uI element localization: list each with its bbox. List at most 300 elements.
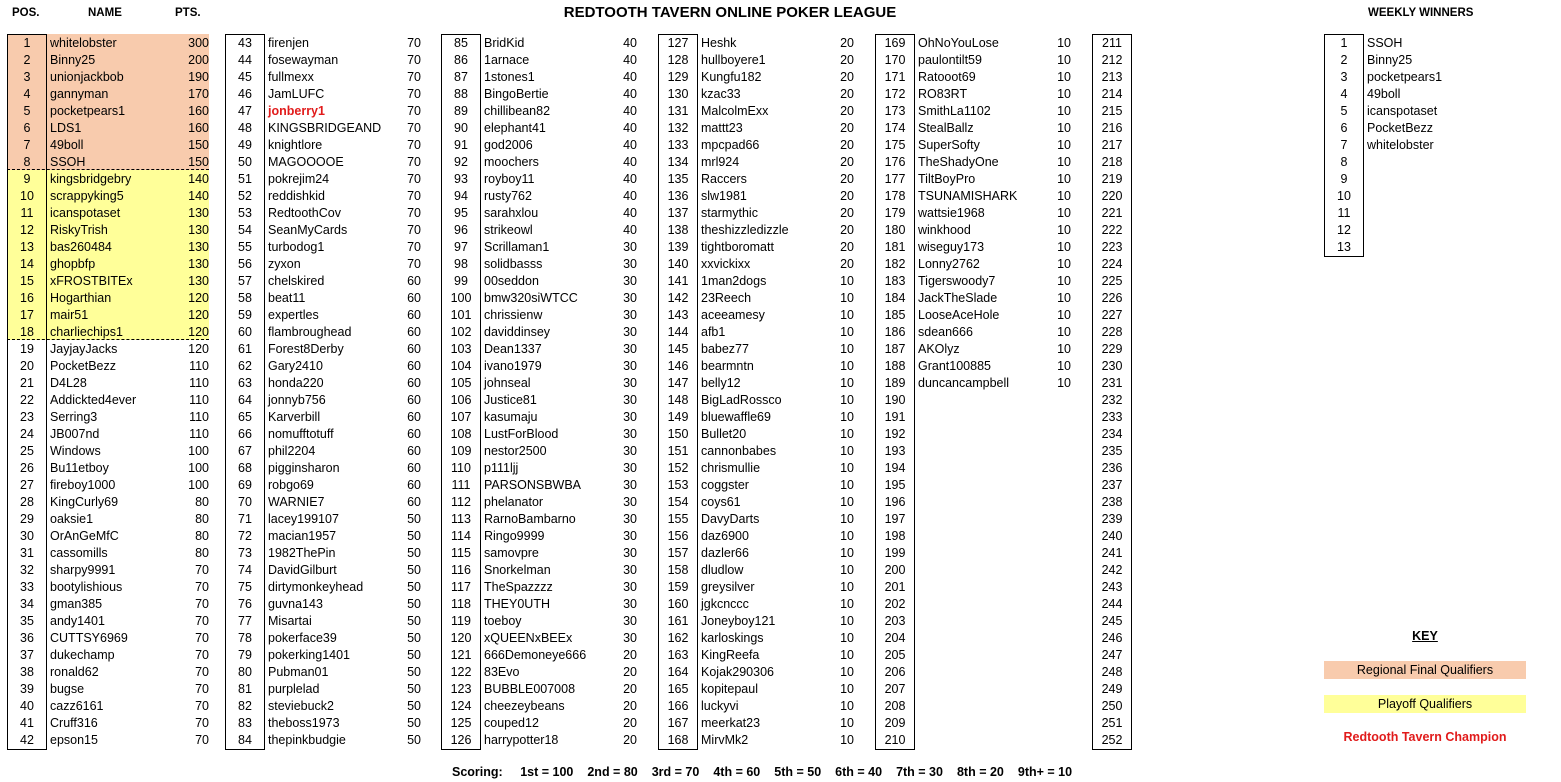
position-number: 100 xyxy=(450,291,472,305)
weekly-number: 9 xyxy=(1340,172,1348,186)
position-number: 29 xyxy=(20,512,34,526)
player-points: 10 xyxy=(840,291,854,305)
player-points: 20 xyxy=(840,138,854,152)
position-number: 36 xyxy=(20,631,34,645)
player-points: 10 xyxy=(840,682,854,696)
player-points: 10 xyxy=(1057,70,1071,84)
position-number: 35 xyxy=(20,614,34,628)
player-name: scrappyking5 xyxy=(50,189,124,203)
position-number: 213 xyxy=(1101,70,1123,84)
weekly-number: 7 xyxy=(1340,138,1348,152)
player-name: knightlore xyxy=(268,138,323,152)
player-points: 10 xyxy=(840,444,854,458)
player-name: KingCurly69 xyxy=(50,495,119,509)
player-points: 20 xyxy=(840,104,854,118)
player-points: 70 xyxy=(195,648,209,662)
position-number: 88 xyxy=(454,87,468,101)
position-number: 119 xyxy=(451,614,471,628)
player-name: BUBBLE007008 xyxy=(484,682,576,696)
player-points: 20 xyxy=(623,699,637,713)
player-name: TheSpazzzz xyxy=(484,580,553,594)
player-name: bootylishious xyxy=(50,580,123,594)
player-name: TiltBoyPro xyxy=(918,172,976,186)
player-name: fosewayman xyxy=(268,53,339,67)
player-name: cannonbabes xyxy=(701,444,777,458)
player-name: BigLadRossco xyxy=(701,393,782,407)
position-number: 3 xyxy=(23,70,31,84)
position-number: 198 xyxy=(884,529,906,543)
player-points: 60 xyxy=(407,427,421,441)
weekly-number: 3 xyxy=(1340,70,1348,84)
position-number: 179 xyxy=(884,206,906,220)
player-points: 10 xyxy=(840,495,854,509)
player-points: 20 xyxy=(840,257,854,271)
position-number: 182 xyxy=(884,257,906,271)
player-points: 30 xyxy=(623,444,637,458)
position-number: 191 xyxy=(884,410,906,424)
player-points: 30 xyxy=(623,563,637,577)
weekly-number: 12 xyxy=(1337,223,1351,237)
player-points: 40 xyxy=(623,155,637,169)
position-number: 180 xyxy=(884,223,906,237)
player-points: 10 xyxy=(1057,308,1071,322)
player-name: jonnyb756 xyxy=(268,393,326,407)
player-points: 60 xyxy=(407,393,421,407)
scoring-item: 2nd = 80 xyxy=(587,765,638,779)
position-number: 109 xyxy=(450,444,472,458)
position-number: 49 xyxy=(238,138,252,152)
key-title: KEY xyxy=(1412,629,1438,643)
name-header: NAME xyxy=(88,7,122,19)
position-number: 112 xyxy=(451,495,471,509)
player-name: guvna143 xyxy=(268,597,323,611)
weekly-winner-name: whitelobster xyxy=(1367,138,1434,152)
player-name: tightboromatt xyxy=(701,240,774,254)
position-number: 240 xyxy=(1101,529,1123,543)
player-points: 70 xyxy=(407,104,421,118)
player-name: 666Demoneye666 xyxy=(484,648,587,662)
position-number: 222 xyxy=(1101,223,1123,237)
player-points: 60 xyxy=(407,291,421,305)
position-number: 51 xyxy=(238,172,252,186)
position-number: 81 xyxy=(238,682,252,696)
player-name: 00seddon xyxy=(484,274,539,288)
player-points: 130 xyxy=(188,257,209,271)
player-name: elephant41 xyxy=(484,121,546,135)
position-number: 215 xyxy=(1101,104,1123,118)
position-number: 145 xyxy=(667,342,689,356)
weekly-number: 11 xyxy=(1337,206,1351,220)
player-name: nestor2500 xyxy=(484,444,547,458)
position-number: 27 xyxy=(20,478,34,492)
position-number: 162 xyxy=(667,631,689,645)
position-number: 61 xyxy=(238,342,252,356)
position-number: 241 xyxy=(1101,546,1123,560)
position-number: 116 xyxy=(451,563,471,577)
player-name: sarahxlou xyxy=(484,206,539,220)
player-name: jonberry1 xyxy=(268,104,325,118)
player-name: wiseguy173 xyxy=(918,240,985,254)
scoring-item: 4th = 60 xyxy=(713,765,761,779)
position-number: 110 xyxy=(451,461,471,475)
position-number: 252 xyxy=(1101,733,1123,747)
position-number: 97 xyxy=(454,240,468,254)
player-points: 10 xyxy=(1057,274,1071,288)
player-name: epson15 xyxy=(50,733,98,747)
player-name: harrypotter18 xyxy=(484,733,559,747)
player-name: kingsbridgebry xyxy=(50,172,132,186)
position-number: 194 xyxy=(884,461,906,475)
player-name: charliechips1 xyxy=(50,325,123,339)
position-number: 92 xyxy=(454,155,468,169)
player-name: Scrillaman1 xyxy=(484,240,550,254)
player-points: 70 xyxy=(195,597,209,611)
position-number: 38 xyxy=(20,665,34,679)
player-points: 60 xyxy=(407,444,421,458)
player-points: 30 xyxy=(623,308,637,322)
position-number: 193 xyxy=(884,444,906,458)
player-name: LustForBlood xyxy=(484,427,559,441)
player-name: fireboy1000 xyxy=(50,478,116,492)
player-points: 30 xyxy=(623,631,637,645)
position-number: 124 xyxy=(450,699,472,713)
position-number: 67 xyxy=(238,444,252,458)
position-number: 163 xyxy=(667,648,689,662)
player-points: 10 xyxy=(1057,291,1071,305)
player-points: 70 xyxy=(195,631,209,645)
player-name: starmythic xyxy=(701,206,758,220)
player-points: 10 xyxy=(840,410,854,424)
position-number: 214 xyxy=(1101,87,1123,101)
player-points: 100 xyxy=(188,461,209,475)
player-name: Pubman01 xyxy=(268,665,329,679)
player-name: DavidGilburt xyxy=(268,563,337,577)
player-points: 70 xyxy=(407,206,421,220)
position-number: 93 xyxy=(454,172,468,186)
position-number: 160 xyxy=(667,597,689,611)
position-number: 216 xyxy=(1101,121,1123,135)
player-name: solidbasss xyxy=(484,257,543,271)
position-number: 121 xyxy=(450,648,472,662)
position-number: 186 xyxy=(884,325,906,339)
position-number: 177 xyxy=(884,172,906,186)
key-champion: Redtooth Tavern Champion xyxy=(1343,730,1507,744)
position-number: 170 xyxy=(884,53,906,67)
position-number: 130 xyxy=(667,87,689,101)
position-number: 54 xyxy=(238,223,252,237)
position-number: 236 xyxy=(1101,461,1123,475)
position-number: 31 xyxy=(20,546,34,560)
position-number: 86 xyxy=(454,53,468,67)
player-points: 20 xyxy=(840,53,854,67)
player-name: toeboy xyxy=(484,614,522,628)
position-number: 106 xyxy=(450,393,472,407)
player-points: 10 xyxy=(1057,172,1071,186)
weekly-winner-name: Binny25 xyxy=(1367,53,1413,67)
player-points: 10 xyxy=(840,359,854,373)
player-points: 50 xyxy=(407,546,421,560)
player-points: 10 xyxy=(1057,189,1071,203)
player-points: 10 xyxy=(1057,53,1071,67)
player-points: 40 xyxy=(623,121,637,135)
position-number: 178 xyxy=(884,189,906,203)
position-number: 26 xyxy=(20,461,34,475)
position-number: 59 xyxy=(238,308,252,322)
position-number: 176 xyxy=(884,155,906,169)
player-points: 160 xyxy=(188,121,209,135)
position-number: 118 xyxy=(451,597,471,611)
player-name: 1982ThePin xyxy=(268,546,336,560)
position-number: 229 xyxy=(1101,342,1123,356)
player-name: dazler66 xyxy=(701,546,749,560)
player-name: KINGSBRIDGEAND xyxy=(268,121,382,135)
player-points: 170 xyxy=(188,87,209,101)
player-name: meerkat23 xyxy=(701,716,761,730)
player-points: 10 xyxy=(1057,155,1071,169)
player-points: 70 xyxy=(407,121,421,135)
player-points: 50 xyxy=(407,597,421,611)
player-name: bas260484 xyxy=(50,240,112,254)
player-name: BridKid xyxy=(484,36,525,50)
player-points: 20 xyxy=(840,36,854,50)
player-name: mpcpad66 xyxy=(701,138,760,152)
player-points: 60 xyxy=(407,461,421,475)
position-number: 224 xyxy=(1101,257,1123,271)
player-points: 50 xyxy=(407,682,421,696)
player-points: 10 xyxy=(840,631,854,645)
player-name: SSOH xyxy=(50,155,86,169)
player-points: 60 xyxy=(407,410,421,424)
player-name: lacey199107 xyxy=(268,512,339,526)
position-number: 43 xyxy=(238,36,252,50)
player-points: 10 xyxy=(1057,206,1071,220)
player-points: 110 xyxy=(189,393,209,407)
player-name: 83Evo xyxy=(484,665,520,679)
position-number: 220 xyxy=(1101,189,1123,203)
position-number: 166 xyxy=(667,699,689,713)
player-points: 10 xyxy=(840,427,854,441)
position-number: 13 xyxy=(20,240,34,254)
scoring-item: 8th = 20 xyxy=(956,765,1004,779)
player-name: afb1 xyxy=(701,325,726,339)
position-number: 151 xyxy=(667,444,689,458)
player-points: 30 xyxy=(623,342,637,356)
player-points: 30 xyxy=(623,478,637,492)
player-points: 70 xyxy=(195,563,209,577)
player-points: 60 xyxy=(407,308,421,322)
player-points: 80 xyxy=(195,495,209,509)
position-number: 23 xyxy=(20,410,34,424)
player-points: 70 xyxy=(407,172,421,186)
player-name: Snorkelman xyxy=(484,563,551,577)
position-number: 251 xyxy=(1101,716,1123,730)
position-number: 70 xyxy=(238,495,252,509)
position-number: 79 xyxy=(238,648,252,662)
weekly-winner-name: pocketpears1 xyxy=(1367,70,1443,84)
player-points: 30 xyxy=(623,614,637,628)
position-number: 169 xyxy=(884,36,906,50)
player-points: 10 xyxy=(1057,121,1071,135)
player-name: sdean666 xyxy=(918,325,973,339)
position-number: 248 xyxy=(1101,665,1123,679)
player-name: Grant100885 xyxy=(918,359,991,373)
player-name: ghopbfp xyxy=(50,257,96,271)
player-points: 50 xyxy=(407,716,421,730)
weekly-number: 10 xyxy=(1337,189,1351,203)
position-number: 84 xyxy=(238,733,252,747)
weekly-number: 6 xyxy=(1340,121,1348,135)
position-number: 82 xyxy=(238,699,252,713)
position-number: 172 xyxy=(884,87,906,101)
player-points: 130 xyxy=(188,206,209,220)
player-name: luckyvi xyxy=(701,699,739,713)
player-name: JB007nd xyxy=(50,427,100,441)
position-number: 197 xyxy=(884,512,906,526)
position-number: 21 xyxy=(20,376,34,390)
player-points: 70 xyxy=(407,155,421,169)
position-number: 246 xyxy=(1101,631,1123,645)
position-number: 217 xyxy=(1101,138,1123,152)
position-number: 55 xyxy=(238,240,252,254)
player-name: icanspotaset xyxy=(50,206,121,220)
position-number: 71 xyxy=(238,512,252,526)
position-number: 250 xyxy=(1101,699,1123,713)
position-number: 192 xyxy=(884,427,906,441)
player-points: 10 xyxy=(1057,359,1071,373)
player-name: MalcolmExx xyxy=(701,104,769,118)
player-points: 10 xyxy=(840,461,854,475)
position-number: 91 xyxy=(454,138,468,152)
position-number: 219 xyxy=(1101,172,1123,186)
position-number: 158 xyxy=(667,563,689,577)
player-name: dirtymonkeyhead xyxy=(268,580,364,594)
position-number: 196 xyxy=(884,495,906,509)
player-points: 50 xyxy=(407,512,421,526)
player-points: 70 xyxy=(407,223,421,237)
position-number: 68 xyxy=(238,461,252,475)
position-number: 15 xyxy=(20,274,34,288)
player-name: chillibean82 xyxy=(484,104,551,118)
position-number: 4 xyxy=(23,87,31,101)
player-points: 10 xyxy=(1057,104,1071,118)
position-number: 89 xyxy=(454,104,468,118)
player-points: 50 xyxy=(407,614,421,628)
position-number: 42 xyxy=(20,733,34,747)
player-points: 70 xyxy=(195,580,209,594)
position-number: 204 xyxy=(884,631,906,645)
player-name: mattt23 xyxy=(701,121,743,135)
player-points: 40 xyxy=(623,70,637,84)
player-points: 110 xyxy=(189,376,209,390)
position-number: 14 xyxy=(20,257,34,271)
position-number: 58 xyxy=(238,291,252,305)
player-points: 50 xyxy=(407,580,421,594)
player-points: 10 xyxy=(840,308,854,322)
player-name: macian1957 xyxy=(268,529,337,543)
player-points: 10 xyxy=(840,614,854,628)
player-name: RedtoothCov xyxy=(268,206,341,220)
position-number: 44 xyxy=(238,53,252,67)
position-number: 209 xyxy=(884,716,906,730)
player-points: 120 xyxy=(188,342,209,356)
player-name: Kungfu182 xyxy=(701,70,762,84)
position-number: 2 xyxy=(23,53,31,67)
player-name: babez77 xyxy=(701,342,749,356)
player-name: zyxon xyxy=(268,257,301,271)
player-points: 70 xyxy=(407,257,421,271)
player-name: whitelobster xyxy=(50,36,117,50)
position-number: 37 xyxy=(20,648,34,662)
position-number: 226 xyxy=(1101,291,1123,305)
player-name: honda220 xyxy=(268,376,324,390)
position-number: 104 xyxy=(450,359,472,373)
player-points: 150 xyxy=(188,138,209,152)
player-points: 30 xyxy=(623,291,637,305)
player-name: KingReefa xyxy=(701,648,760,662)
player-name: 49boll xyxy=(50,138,84,152)
player-name: mair51 xyxy=(50,308,89,322)
position-number: 153 xyxy=(667,478,689,492)
position-number: 230 xyxy=(1101,359,1123,373)
player-name: beat11 xyxy=(268,291,306,305)
player-points: 30 xyxy=(623,410,637,424)
player-points: 70 xyxy=(195,733,209,747)
position-number: 73 xyxy=(238,546,252,560)
position-number: 202 xyxy=(884,597,906,611)
player-points: 80 xyxy=(195,546,209,560)
position-number: 238 xyxy=(1101,495,1123,509)
position-number: 164 xyxy=(667,665,689,679)
position-number: 156 xyxy=(667,529,689,543)
player-name: RarnoBambarno xyxy=(484,512,576,526)
player-name: Karverbill xyxy=(268,410,321,424)
position-number: 243 xyxy=(1101,580,1123,594)
position-number: 18 xyxy=(20,325,34,339)
player-name: dludlow xyxy=(701,563,744,577)
player-name: purplelad xyxy=(268,682,320,696)
player-name: PARSONSBWBA xyxy=(484,478,582,492)
player-name: samovpre xyxy=(484,546,539,560)
weekly-winner-name: icanspotaset xyxy=(1367,104,1438,118)
position-number: 80 xyxy=(238,665,252,679)
position-number: 40 xyxy=(20,699,34,713)
player-points: 160 xyxy=(188,104,209,118)
player-name: JackTheSlade xyxy=(918,291,998,305)
position-number: 207 xyxy=(884,682,906,696)
player-name: nomufftotuff xyxy=(268,427,334,441)
player-name: gannyman xyxy=(50,87,109,101)
pts-header: PTS. xyxy=(175,7,201,19)
position-number: 102 xyxy=(450,325,472,339)
player-points: 10 xyxy=(1057,342,1071,356)
player-points: 10 xyxy=(840,274,854,288)
player-name: Tigerswoody7 xyxy=(918,274,996,288)
position-number: 52 xyxy=(238,189,252,203)
player-name: Dean1337 xyxy=(484,342,542,356)
player-points: 150 xyxy=(188,155,209,169)
player-name: bmw320siWTCC xyxy=(484,291,578,305)
player-points: 20 xyxy=(623,648,637,662)
position-number: 223 xyxy=(1101,240,1123,254)
player-name: theshizzledizzle xyxy=(701,223,789,237)
player-points: 60 xyxy=(407,359,421,373)
position-number: 184 xyxy=(884,291,906,305)
position-number: 117 xyxy=(451,580,471,594)
position-number: 101 xyxy=(450,308,472,322)
player-points: 30 xyxy=(623,393,637,407)
player-name: JamLUFC xyxy=(268,87,325,101)
player-name: PocketBezz xyxy=(50,359,117,373)
